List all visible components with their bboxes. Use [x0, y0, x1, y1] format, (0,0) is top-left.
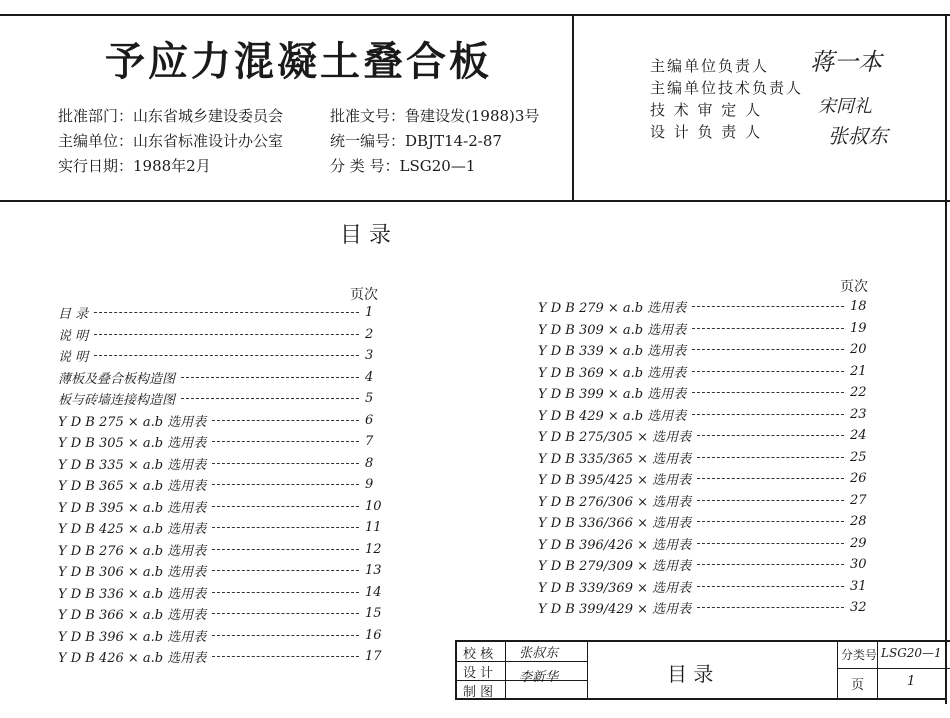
toc-item[interactable] [58, 517, 383, 539]
toc-item-label: Y D B 396 × a.b 选用表 [58, 629, 207, 645]
header-bottom-rule [0, 200, 950, 202]
toc-item[interactable] [58, 431, 383, 453]
approval-doc-no: 批准文号：鲁建设发(1988)3号 [330, 107, 540, 125]
title-block [455, 640, 950, 700]
leader-line [212, 549, 359, 550]
resp-row: 技 术 审 定 人 [650, 101, 763, 119]
toc-item-page: 26 [850, 471, 867, 487]
left-page-header: 页次 [350, 287, 378, 303]
toc-item-label: Y D B 426 × a.b 选用表 [58, 651, 207, 667]
toc-item-page: 5 [365, 391, 374, 407]
resp-row: 设 计 负 责 人 [650, 123, 763, 141]
tb-design-label: 设 计 [463, 666, 494, 681]
tb-row-rule [837, 668, 950, 669]
right-border [945, 14, 947, 704]
tb-check-signature: 张叔东 [519, 646, 559, 661]
approval-dept: 批准部门：山东省城乡建设委员会 [58, 107, 284, 125]
leader-line [697, 500, 844, 501]
toc-item-page: 9 [365, 477, 374, 493]
toc-item-label: Y D B 399 × a.b 选用表 [538, 387, 687, 403]
toc-item[interactable] [538, 468, 868, 490]
leader-line [692, 414, 844, 415]
document-title: 予应力混凝土叠合板 [105, 39, 492, 85]
tb-draw-label: 制 图 [463, 685, 494, 700]
toc-item-page: 1 [365, 305, 374, 321]
toc-item-page: 22 [850, 385, 867, 401]
toc-item-page: 4 [365, 369, 374, 385]
toc-item-page: 8 [365, 455, 374, 471]
leader-line [697, 435, 844, 436]
tb-drawing-name: 目 录 [667, 662, 714, 686]
leader-line [94, 312, 359, 313]
toc-item-page: 14 [365, 584, 382, 600]
toc-item-label: Y D B 279/309 × 选用表 [538, 559, 692, 575]
toc-item[interactable] [58, 388, 383, 410]
toc-item-label: Y D B 429 × a.b 选用表 [538, 408, 687, 424]
toc-item-label: Y D B 305 × a.b 选用表 [58, 436, 207, 452]
signature: 张叔东 [828, 124, 888, 148]
toc-item-page: 11 [365, 520, 382, 536]
toc-item-label: Y D B 275 × a.b 选用表 [58, 414, 207, 430]
leader-line [212, 635, 359, 636]
leader-line [692, 328, 844, 329]
toc-item[interactable] [538, 425, 868, 447]
toc-item[interactable] [58, 625, 383, 647]
leader-line [94, 355, 359, 356]
leader-line [697, 607, 844, 608]
toc-item-page: 23 [850, 406, 867, 422]
toc-item-label: Y D B 336/366 × 选用表 [538, 516, 692, 532]
toc-item-page: 20 [850, 342, 867, 358]
signature: 蒋一本 [810, 48, 882, 76]
toc-item-label: Y D B 425 × a.b 选用表 [58, 522, 207, 538]
toc-item[interactable] [58, 367, 383, 389]
toc-left-column [58, 302, 383, 668]
toc-item-label: Y D B 306 × a.b 选用表 [58, 565, 207, 581]
toc-item-page: 17 [365, 649, 382, 665]
toc-item[interactable] [538, 576, 868, 598]
toc-item[interactable] [538, 339, 868, 361]
leader-line [692, 371, 844, 372]
toc-item[interactable] [58, 539, 383, 561]
toc-item[interactable] [538, 511, 868, 533]
toc-item-page: 12 [365, 541, 382, 557]
tb-category-label: 分类号 [841, 648, 878, 662]
toc-item-page: 19 [850, 320, 867, 336]
leader-line [212, 463, 359, 464]
toc-item-label: Y D B 276/306 × 选用表 [538, 494, 692, 510]
leader-line [212, 570, 359, 571]
toc-item[interactable] [58, 646, 383, 668]
signature: 宋同礼 [818, 96, 872, 117]
toc-item-page: 15 [365, 606, 382, 622]
responsibility-list [650, 55, 803, 143]
toc-item[interactable] [58, 474, 383, 496]
leader-line [692, 306, 844, 307]
toc-item[interactable] [538, 382, 868, 404]
toc-item-label: 薄板及叠合板构造图 [58, 371, 176, 387]
top-border [0, 14, 950, 16]
toc-item[interactable] [538, 361, 868, 383]
resp-row: 主编单位技术负责人 [650, 79, 804, 97]
toc-item-page: 10 [365, 498, 382, 514]
toc-item-label: Y D B 399/429 × 选用表 [538, 602, 692, 618]
toc-item-page: 32 [850, 600, 867, 616]
leader-line [212, 506, 359, 507]
toc-item-label: Y D B 339/369 × 选用表 [538, 580, 692, 596]
unified-no: 统一编号：DBJT14-2-87 [330, 132, 502, 150]
toc-item-label: Y D B 366 × a.b 选用表 [58, 608, 207, 624]
tb-design-signature: 李新华 [519, 670, 559, 685]
toc-item-label: Y D B 276 × a.b 选用表 [58, 543, 207, 559]
toc-item-label: Y D B 309 × a.b 选用表 [538, 322, 687, 338]
toc-item-page: 21 [850, 363, 867, 379]
toc-right-column [538, 296, 868, 619]
toc-item-page: 24 [850, 428, 867, 444]
approval-info-left [58, 104, 283, 179]
toc-item[interactable] [58, 302, 383, 324]
toc-item-label: Y D B 395/425 × 选用表 [538, 473, 692, 489]
toc-item[interactable] [58, 324, 383, 346]
leader-line [697, 457, 844, 458]
toc-item-label: Y D B 279 × a.b 选用表 [538, 301, 687, 317]
effective-date: 实行日期：1988年2月 [58, 157, 211, 175]
leader-line [212, 484, 359, 485]
toc-item[interactable] [538, 318, 868, 340]
leader-line [181, 377, 359, 378]
toc-item-page: 31 [850, 578, 867, 594]
leader-line [94, 334, 359, 335]
toc-item-label: Y D B 335 × a.b 选用表 [58, 457, 207, 473]
tb-check-label: 校 核 [463, 647, 494, 662]
toc-item[interactable] [58, 560, 383, 582]
toc-item[interactable] [58, 496, 383, 518]
leader-line [697, 586, 844, 587]
tb-divider [505, 642, 506, 700]
toc-item-label: Y D B 339 × a.b 选用表 [538, 344, 687, 360]
toc-item[interactable] [538, 447, 868, 469]
leader-line [697, 543, 844, 544]
category-no: 分 类 号：LSG20—1 [330, 157, 476, 175]
toc-item-label: Y D B 395 × a.b 选用表 [58, 500, 207, 516]
leader-line [697, 478, 844, 479]
toc-item-page: 30 [850, 557, 867, 573]
toc-item-label: Y D B 369 × a.b 选用表 [538, 365, 687, 381]
leader-line [212, 613, 359, 614]
toc-item[interactable] [538, 533, 868, 555]
leader-line [692, 349, 844, 350]
toc-item[interactable] [538, 490, 868, 512]
toc-item-label: Y D B 335/365 × 选用表 [538, 451, 692, 467]
tb-page-label: 页 [851, 678, 865, 693]
leader-line [212, 656, 359, 657]
leader-line [697, 521, 844, 522]
toc-item-label: Y D B 275/305 × 选用表 [538, 430, 692, 446]
toc-item-label: Y D B 336 × a.b 选用表 [58, 586, 207, 602]
toc-item-page: 25 [850, 449, 867, 465]
toc-item-page: 16 [365, 627, 382, 643]
toc-item-page: 6 [365, 412, 374, 428]
toc-item-page: 2 [365, 326, 374, 342]
tb-divider [877, 642, 878, 700]
toc-item-page: 3 [365, 348, 374, 364]
leader-line [212, 527, 359, 528]
toc-item[interactable] [538, 404, 868, 426]
toc-item-label: 说 明 [58, 350, 89, 366]
leader-line [212, 441, 359, 442]
tb-divider [587, 642, 588, 700]
toc-item-page: 29 [850, 535, 867, 551]
toc-item-label: Y D B 365 × a.b 选用表 [58, 479, 207, 495]
header-divider [572, 14, 574, 200]
toc-item[interactable] [538, 296, 868, 318]
toc-item-label: 目 录 [58, 307, 89, 323]
leader-line [212, 420, 359, 421]
toc-title: 目 录 [340, 223, 391, 248]
toc-item[interactable] [58, 345, 383, 367]
editor-unit: 主编单位：山东省标准设计办公室 [58, 132, 284, 150]
toc-item[interactable] [538, 554, 868, 576]
leader-line [692, 392, 844, 393]
leader-line [212, 592, 359, 593]
approval-info-right [330, 104, 539, 179]
leader-line [181, 398, 359, 399]
toc-item-label: 说 明 [58, 328, 89, 344]
tb-category-value: LSG20—1 [881, 646, 942, 660]
toc-item[interactable] [58, 603, 383, 625]
toc-item[interactable] [58, 453, 383, 475]
leader-line [697, 564, 844, 565]
toc-item-page: 28 [850, 514, 867, 530]
toc-item-label: Y D B 396/426 × 选用表 [538, 537, 692, 553]
toc-item[interactable] [538, 597, 868, 619]
toc-item[interactable] [58, 582, 383, 604]
right-page-header: 页次 [840, 279, 868, 295]
toc-item-page: 13 [365, 563, 382, 579]
toc-item-page: 18 [850, 299, 867, 315]
tb-divider [837, 642, 838, 700]
toc-item-page: 27 [850, 492, 867, 508]
toc-item-page: 7 [365, 434, 374, 450]
resp-row: 主编单位负责人 [650, 57, 770, 75]
toc-item-label: 板与砖墙连接构造图 [58, 393, 176, 409]
toc-item[interactable] [58, 410, 383, 432]
tb-page-value: 1 [907, 674, 916, 689]
